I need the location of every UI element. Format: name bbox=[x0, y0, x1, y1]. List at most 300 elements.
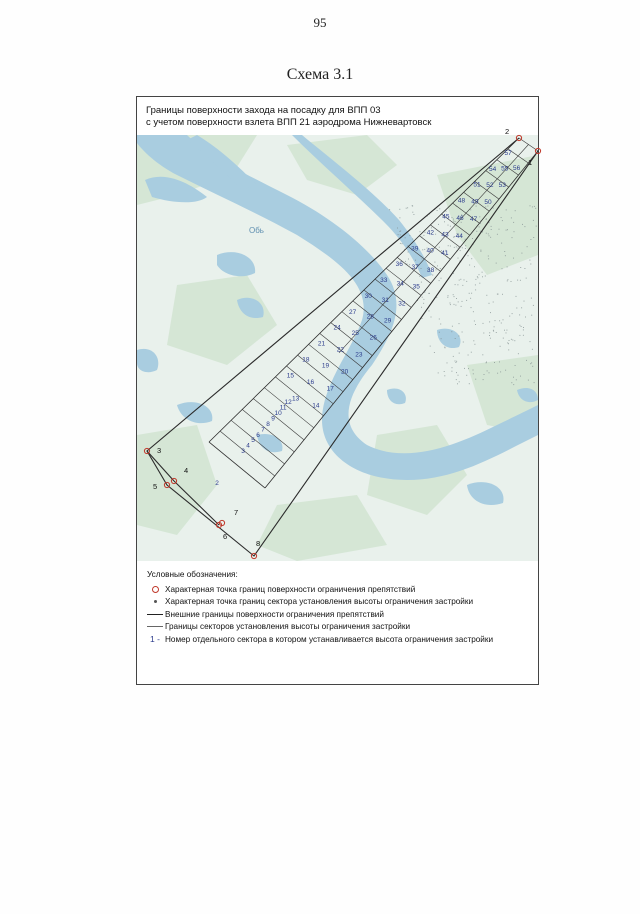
urban-dot bbox=[475, 279, 476, 280]
sector-number-label: 49 bbox=[471, 198, 479, 206]
urban-dot bbox=[434, 262, 435, 263]
urban-dot bbox=[506, 330, 507, 331]
urban-dot bbox=[483, 333, 484, 334]
urban-dot bbox=[423, 299, 424, 300]
urban-dot bbox=[419, 276, 420, 277]
sector-number-label: 30 bbox=[364, 293, 372, 300]
urban-dot bbox=[457, 383, 458, 384]
urban-dot bbox=[506, 230, 507, 231]
urban-dot bbox=[446, 211, 447, 212]
urban-dot bbox=[444, 375, 445, 376]
urban-dot bbox=[506, 209, 507, 210]
urban-dot bbox=[480, 231, 481, 232]
urban-dot bbox=[430, 346, 431, 347]
urban-dot bbox=[462, 285, 463, 286]
sector-number-label: 45 bbox=[442, 213, 450, 221]
sector-number-label: 28 bbox=[366, 313, 374, 321]
urban-dot bbox=[489, 235, 490, 236]
urban-dot bbox=[415, 260, 416, 261]
boundary-point-label: 2 bbox=[505, 127, 510, 136]
urban-dot bbox=[493, 208, 494, 209]
urban-dot bbox=[463, 342, 464, 343]
urban-dot bbox=[487, 370, 488, 371]
urban-dot bbox=[476, 206, 477, 207]
urban-dot bbox=[423, 303, 424, 304]
urban-dot bbox=[464, 368, 465, 369]
urban-dot bbox=[477, 276, 478, 277]
boundary-point-label: 1 bbox=[528, 158, 533, 167]
urban-dot bbox=[519, 335, 520, 336]
urban-dot bbox=[406, 208, 407, 209]
urban-dot bbox=[511, 217, 512, 218]
urban-dot bbox=[490, 338, 491, 339]
urban-dot bbox=[482, 354, 483, 355]
urban-dot bbox=[450, 226, 451, 227]
urban-dot bbox=[502, 220, 503, 221]
urban-dot bbox=[474, 266, 475, 267]
urban-dot bbox=[453, 294, 454, 295]
urban-dot bbox=[412, 206, 413, 207]
sector-number-label: 54 bbox=[488, 165, 497, 173]
urban-dot bbox=[488, 256, 489, 257]
urban-dot bbox=[439, 280, 440, 281]
sector-number-label: 39 bbox=[411, 245, 419, 253]
urban-dot bbox=[515, 210, 516, 211]
urban-dot bbox=[471, 258, 472, 259]
urban-dot bbox=[465, 245, 466, 246]
sector-number-label: 32 bbox=[398, 300, 406, 308]
urban-dot bbox=[456, 361, 457, 362]
urban-dot bbox=[441, 338, 442, 339]
sector-number-label: 48 bbox=[457, 197, 466, 205]
urban-dot bbox=[469, 293, 470, 294]
urban-dot bbox=[458, 258, 459, 259]
sector-number-label: 36 bbox=[395, 261, 403, 269]
sector-number-label: 8 bbox=[266, 420, 270, 428]
sector-number-label: 41 bbox=[441, 249, 449, 257]
urban-dot bbox=[398, 234, 399, 235]
urban-dot bbox=[399, 231, 400, 232]
urban-dot bbox=[421, 268, 422, 269]
urban-dot bbox=[498, 294, 499, 295]
urban-dot bbox=[528, 380, 529, 381]
urban-dot bbox=[471, 307, 472, 308]
urban-dot bbox=[503, 338, 504, 339]
urban-dot bbox=[532, 206, 533, 207]
urban-dot bbox=[489, 332, 490, 333]
urban-dot bbox=[504, 330, 505, 331]
urban-dot bbox=[534, 382, 535, 383]
urban-dot bbox=[421, 282, 422, 283]
urban-dot bbox=[520, 376, 521, 377]
urban-dot bbox=[491, 229, 492, 230]
sector-number-label: 57 bbox=[504, 149, 512, 157]
urban-dot bbox=[459, 280, 460, 281]
urban-dot bbox=[479, 226, 480, 227]
urban-dot bbox=[530, 341, 531, 342]
urban-dot bbox=[501, 323, 502, 324]
thin-line-icon bbox=[147, 626, 163, 627]
urban-dot bbox=[461, 222, 462, 223]
urban-dot bbox=[466, 300, 467, 301]
sector-number-label: 56 bbox=[512, 164, 521, 172]
urban-dot bbox=[475, 379, 476, 380]
sector-number-label: 5 bbox=[251, 437, 255, 445]
urban-dot bbox=[438, 372, 439, 373]
urban-dot bbox=[516, 296, 517, 297]
legend-item-sector-number bbox=[147, 633, 493, 646]
urban-dot bbox=[422, 258, 423, 259]
urban-dot bbox=[531, 298, 532, 299]
boundary-point-label: 5 bbox=[153, 482, 158, 491]
urban-dot bbox=[491, 226, 492, 227]
urban-dot bbox=[470, 298, 471, 299]
urban-dot bbox=[535, 208, 536, 209]
urban-dot bbox=[530, 363, 531, 364]
urban-dot bbox=[466, 281, 467, 282]
urban-dot bbox=[470, 209, 471, 210]
urban-dot bbox=[513, 222, 514, 223]
sector-number-label: 15 bbox=[286, 372, 295, 380]
urban-dot bbox=[506, 332, 507, 333]
sector-number-label: 19 bbox=[321, 362, 330, 370]
urban-dot bbox=[408, 252, 409, 253]
urban-dot bbox=[439, 319, 440, 320]
urban-dot bbox=[412, 212, 413, 213]
sector-number-label: 38 bbox=[426, 266, 435, 274]
urban-dot bbox=[520, 280, 521, 281]
map-frame bbox=[136, 96, 539, 685]
urban-dot bbox=[471, 352, 472, 353]
sector-number-label: 47 bbox=[469, 215, 478, 223]
urban-dot bbox=[399, 209, 400, 210]
urban-dot bbox=[488, 233, 489, 234]
sector-number-label: 25 bbox=[351, 329, 359, 337]
urban-dot bbox=[490, 237, 491, 238]
urban-dot bbox=[439, 208, 440, 209]
sector-number-label: 31 bbox=[381, 297, 389, 304]
urban-dot bbox=[525, 317, 526, 318]
urban-dot bbox=[450, 246, 451, 247]
urban-dot bbox=[505, 255, 506, 256]
urban-dot bbox=[455, 361, 456, 362]
map-title-line-2: с учетом поверхности взлета ВПП 21 аэродрома Нижневартовск bbox=[146, 117, 432, 128]
legend-item-label: Внешние границы поверхности ограничения препятствий bbox=[165, 609, 384, 619]
urban-dot bbox=[458, 248, 459, 249]
urban-dot bbox=[494, 326, 495, 327]
urban-dot bbox=[405, 237, 406, 238]
sector-number-label: 24 bbox=[333, 324, 341, 332]
urban-dot bbox=[523, 327, 524, 328]
urban-dot bbox=[534, 206, 535, 207]
urban-dot bbox=[412, 239, 413, 240]
urban-dot bbox=[523, 335, 524, 336]
urban-dot bbox=[440, 268, 441, 269]
urban-dot bbox=[465, 239, 466, 240]
urban-dot bbox=[504, 251, 505, 252]
urban-dot bbox=[526, 360, 527, 361]
urban-dot bbox=[501, 243, 502, 244]
urban-dot bbox=[482, 276, 483, 277]
urban-dot bbox=[439, 332, 440, 333]
urban-dot bbox=[530, 264, 531, 265]
sector-number-label: 55 bbox=[501, 165, 509, 173]
urban-dot bbox=[428, 293, 429, 294]
urban-dot bbox=[453, 356, 454, 357]
urban-dot bbox=[436, 269, 437, 270]
urban-dot bbox=[521, 307, 522, 308]
urban-dot bbox=[460, 279, 461, 280]
urban-dot bbox=[397, 228, 398, 229]
urban-dot bbox=[455, 338, 456, 339]
urban-dot bbox=[423, 235, 424, 236]
urban-dot bbox=[462, 332, 463, 333]
urban-dot bbox=[489, 372, 490, 373]
urban-dot bbox=[462, 247, 463, 248]
urban-dot bbox=[502, 294, 503, 295]
sector-number-label: 4 bbox=[246, 442, 250, 450]
urban-dot bbox=[448, 225, 449, 226]
urban-dot bbox=[509, 340, 510, 341]
urban-dot bbox=[450, 303, 451, 304]
sector-number-label: 17 bbox=[326, 385, 334, 393]
urban-dot bbox=[432, 275, 433, 276]
urban-dot bbox=[499, 320, 500, 321]
urban-dot bbox=[402, 243, 403, 244]
urban-dot bbox=[499, 229, 500, 230]
sector-number-label: 34 bbox=[396, 280, 404, 288]
urban-dot bbox=[520, 267, 521, 268]
urban-dot bbox=[447, 362, 448, 363]
urban-dot bbox=[514, 340, 515, 341]
urban-dot bbox=[489, 303, 490, 304]
urban-dot bbox=[521, 326, 522, 327]
legend-item-label: Характерная точка границ сектора установления высоты ограничения застройки bbox=[165, 597, 474, 607]
urban-dot bbox=[533, 220, 534, 221]
urban-dot bbox=[512, 340, 513, 341]
urban-dot bbox=[479, 283, 480, 284]
sector-number-label: 29 bbox=[383, 317, 392, 325]
urban-dot bbox=[507, 279, 508, 280]
page-number: 95 bbox=[313, 15, 327, 30]
urban-dot bbox=[512, 313, 513, 314]
urban-dot bbox=[480, 251, 481, 252]
urban-dot bbox=[495, 320, 496, 321]
urban-dot bbox=[409, 264, 410, 265]
urban-dot bbox=[459, 323, 460, 324]
urban-dot bbox=[486, 295, 487, 296]
urban-dot bbox=[505, 370, 506, 371]
map-title bbox=[146, 105, 431, 129]
urban-dot bbox=[400, 234, 401, 235]
urban-dot bbox=[471, 293, 472, 294]
urban-dot bbox=[441, 278, 442, 279]
urban-dot bbox=[475, 324, 476, 325]
urban-dot bbox=[420, 231, 421, 232]
urban-dot bbox=[453, 221, 454, 222]
urban-dot bbox=[507, 229, 508, 230]
urban-dot bbox=[466, 375, 467, 376]
urban-dot bbox=[464, 279, 465, 280]
urban-dot bbox=[438, 224, 439, 225]
urban-dot bbox=[486, 218, 487, 219]
sector-number-label: 46 bbox=[456, 214, 464, 222]
urban-dot bbox=[424, 292, 425, 293]
sector-number-label: 37 bbox=[411, 264, 419, 272]
urban-dot bbox=[482, 272, 483, 273]
urban-dot bbox=[530, 205, 531, 206]
urban-dot bbox=[485, 276, 486, 277]
urban-dot bbox=[480, 250, 481, 251]
urban-dot bbox=[458, 336, 459, 337]
urban-dot bbox=[502, 268, 503, 269]
urban-dot bbox=[508, 343, 509, 344]
urban-dot bbox=[458, 301, 459, 302]
sector-number-icon: 1 - bbox=[150, 634, 160, 645]
urban-dot bbox=[485, 206, 486, 207]
legend-item-label: Номер отдельного сектора в котором устанавливается высота ограничения застройки bbox=[165, 634, 494, 644]
sector-number-label: 26 bbox=[369, 334, 377, 342]
urban-dot bbox=[451, 371, 452, 372]
urban-dot bbox=[454, 296, 455, 297]
urban-dot bbox=[532, 349, 533, 350]
sector-number-label: 33 bbox=[380, 277, 388, 285]
urban-dot bbox=[529, 260, 530, 261]
urban-dot bbox=[462, 301, 463, 302]
urban-dot bbox=[422, 318, 423, 319]
urban-dot bbox=[456, 246, 457, 247]
urban-dot bbox=[405, 261, 406, 262]
urban-dot bbox=[519, 325, 520, 326]
urban-dot bbox=[496, 332, 497, 333]
urban-dot bbox=[468, 255, 469, 256]
urban-dot bbox=[533, 237, 534, 238]
legend-item-sector-point bbox=[147, 596, 493, 609]
urban-dot bbox=[450, 304, 451, 305]
river-label: Обь bbox=[249, 226, 264, 235]
urban-dot bbox=[453, 237, 454, 238]
urban-dot bbox=[455, 362, 456, 363]
sector-number-label: 10 bbox=[274, 410, 282, 417]
urban-dot bbox=[399, 217, 400, 218]
sector-number-label: 44 bbox=[455, 232, 463, 240]
urban-dot bbox=[474, 344, 475, 345]
urban-dot bbox=[437, 210, 438, 211]
urban-dot bbox=[511, 382, 512, 383]
urban-dot bbox=[530, 239, 531, 240]
sector-number-label: 51 bbox=[473, 181, 481, 189]
urban-dot bbox=[513, 384, 514, 385]
urban-dot bbox=[489, 335, 490, 336]
urban-dot bbox=[524, 301, 525, 302]
urban-dot bbox=[518, 353, 519, 354]
urban-dot bbox=[458, 375, 459, 376]
urban-dot bbox=[486, 362, 487, 363]
urban-dot bbox=[515, 365, 516, 366]
sector-number-label: 12 bbox=[284, 399, 292, 407]
urban-dot bbox=[522, 224, 523, 225]
urban-dot bbox=[422, 297, 423, 298]
urban-dot bbox=[472, 238, 473, 239]
red-circle-icon bbox=[147, 586, 163, 593]
urban-dot bbox=[421, 307, 422, 308]
urban-dot bbox=[465, 248, 466, 249]
urban-dot bbox=[484, 374, 485, 375]
urban-dot bbox=[513, 377, 514, 378]
urban-dot bbox=[469, 265, 470, 266]
urban-dot bbox=[489, 321, 490, 322]
urban-dot bbox=[456, 372, 457, 373]
sector-number-label: 3 bbox=[241, 448, 245, 456]
urban-dot bbox=[479, 274, 480, 275]
map-canvas bbox=[137, 127, 538, 561]
thick-line-icon bbox=[147, 614, 163, 615]
boundary-point-label: 6 bbox=[223, 532, 228, 541]
sector-number-label: 21 bbox=[317, 340, 326, 348]
sector-number-label: 50 bbox=[484, 198, 492, 206]
urban-dot bbox=[422, 249, 423, 250]
urban-dot bbox=[512, 237, 513, 238]
urban-dot bbox=[444, 221, 445, 222]
urban-dot bbox=[453, 219, 454, 220]
urban-dot bbox=[524, 268, 525, 269]
urban-dot bbox=[444, 347, 445, 348]
urban-dot bbox=[477, 277, 478, 278]
boundary-point-label: 8 bbox=[256, 539, 261, 548]
urban-dot bbox=[532, 366, 533, 367]
urban-dot bbox=[475, 284, 476, 285]
urban-dot bbox=[497, 373, 498, 374]
urban-dot bbox=[429, 310, 430, 311]
boundary-point-label: 7 bbox=[234, 508, 239, 517]
legend-item-sector-boundary bbox=[147, 621, 493, 634]
urban-dot bbox=[456, 298, 457, 299]
urban-dot bbox=[527, 246, 528, 247]
sector-number-label: 35 bbox=[412, 283, 420, 291]
map-title-line-1: Границы поверхности захода на посадку для ВПП 03 bbox=[146, 105, 381, 116]
urban-dot bbox=[468, 355, 469, 356]
sector-number-label: 2 bbox=[215, 480, 219, 487]
sector-number-label: 11 bbox=[279, 404, 287, 412]
sector-number-label: 13 bbox=[291, 395, 300, 403]
urban-dot bbox=[519, 314, 520, 315]
urban-dot bbox=[448, 295, 449, 296]
urban-dot bbox=[460, 250, 461, 251]
boundary-point-label: 4 bbox=[184, 466, 189, 475]
urban-dot bbox=[473, 340, 474, 341]
urban-dot bbox=[483, 379, 484, 380]
urban-dot bbox=[483, 323, 484, 324]
urban-dot bbox=[440, 324, 441, 325]
sector-number-label: 40 bbox=[426, 247, 434, 255]
urban-dot bbox=[508, 349, 509, 350]
sector-number-label: 16 bbox=[306, 379, 315, 387]
sector-number-label: 23 bbox=[355, 351, 363, 359]
urban-dot bbox=[507, 266, 508, 267]
urban-dot bbox=[473, 370, 474, 371]
urban-dot bbox=[451, 331, 452, 332]
urban-dot bbox=[516, 308, 517, 309]
urban-dot bbox=[489, 222, 490, 223]
boundary-point-label: 3 bbox=[157, 446, 162, 455]
sector-number-label: 7 bbox=[261, 426, 265, 434]
urban-dot bbox=[447, 297, 448, 298]
urban-dot bbox=[408, 259, 409, 260]
urban-dot bbox=[413, 214, 414, 215]
urban-dot bbox=[409, 235, 410, 236]
urban-dot bbox=[457, 284, 458, 285]
legend-item-label: Характерная точка границ поверхности ограничения препятствий bbox=[165, 584, 416, 594]
